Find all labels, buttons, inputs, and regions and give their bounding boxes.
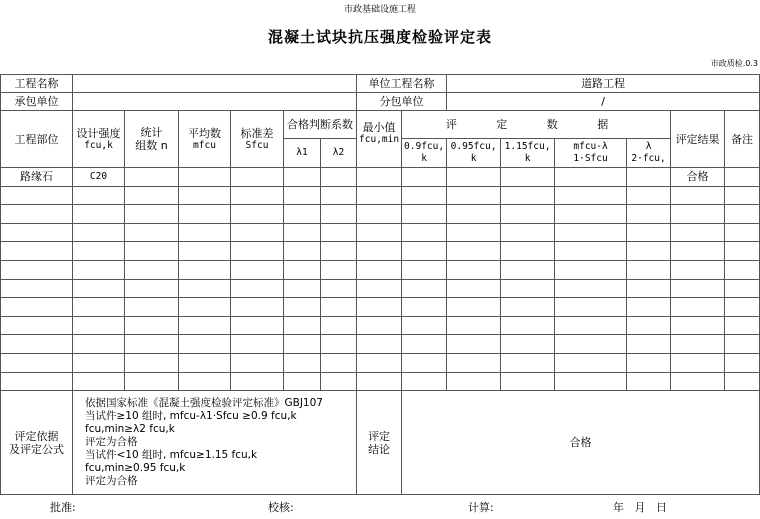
empty-cell[interactable] [555, 205, 627, 224]
empty-cell[interactable] [73, 260, 125, 279]
empty-cell[interactable] [501, 316, 555, 335]
empty-cell[interactable] [231, 186, 284, 205]
empty-cell[interactable] [671, 316, 725, 335]
empty-cell[interactable] [357, 335, 402, 354]
empty-cell[interactable] [125, 205, 179, 224]
empty-cell[interactable] [555, 316, 627, 335]
empty-cell[interactable] [725, 186, 760, 205]
empty-cell[interactable] [725, 353, 760, 372]
empty-cell[interactable] [284, 316, 321, 335]
empty-cell[interactable] [627, 242, 671, 261]
cell-std[interactable] [231, 168, 284, 187]
empty-cell[interactable] [231, 335, 284, 354]
empty-cell[interactable] [725, 260, 760, 279]
header-row-1 [1, 111, 760, 139]
empty-cell[interactable] [284, 353, 321, 372]
empty-cell[interactable] [321, 372, 357, 391]
empty-cell[interactable] [357, 298, 402, 317]
empty-cell[interactable] [73, 353, 125, 372]
empty-cell[interactable] [125, 316, 179, 335]
unit-project-value[interactable]: 道路工程 [447, 75, 760, 93]
empty-cell[interactable] [447, 335, 501, 354]
empty-cell[interactable] [402, 372, 447, 391]
project-name-row [1, 75, 760, 93]
empty-cell[interactable] [125, 279, 179, 298]
empty-cell[interactable] [284, 223, 321, 242]
empty-cell[interactable] [231, 316, 284, 335]
empty-cell[interactable] [501, 260, 555, 279]
contractor-label: 承包单位 [1, 93, 73, 111]
empty-cell[interactable] [555, 353, 627, 372]
empty-cell[interactable] [73, 279, 125, 298]
empty-cell[interactable] [284, 186, 321, 205]
table-row [1, 205, 760, 224]
empty-cell[interactable] [125, 260, 179, 279]
empty-cell[interactable] [725, 242, 760, 261]
col-eval-4: mfcu-λ 1·Sfcu [555, 139, 627, 168]
empty-cell[interactable] [555, 260, 627, 279]
page-title: 混凝土试块抗压强度检验评定表 [267, 28, 492, 46]
table-row [1, 279, 760, 298]
empty-cell[interactable] [125, 298, 179, 317]
empty-cell[interactable] [501, 335, 555, 354]
conclusion-label: 评定 结论 [357, 391, 402, 495]
empty-cell[interactable] [447, 186, 501, 205]
empty-cell[interactable] [627, 260, 671, 279]
table-row [1, 353, 760, 372]
empty-cell[interactable] [284, 298, 321, 317]
empty-cell[interactable] [73, 298, 125, 317]
table-row [1, 372, 760, 391]
empty-cell[interactable] [73, 242, 125, 261]
empty-cell[interactable] [179, 298, 231, 317]
empty-cell[interactable] [501, 372, 555, 391]
table-row [1, 298, 760, 317]
empty-cell[interactable] [627, 205, 671, 224]
empty-cell[interactable] [357, 186, 402, 205]
empty-cell[interactable] [1, 353, 73, 372]
empty-cell[interactable] [402, 260, 447, 279]
empty-cell[interactable] [501, 298, 555, 317]
empty-cell[interactable] [321, 279, 357, 298]
table-row [1, 223, 760, 242]
contractor-row [1, 93, 760, 111]
table-row [1, 335, 760, 354]
empty-cell[interactable] [1, 242, 73, 261]
empty-cell[interactable] [1, 186, 73, 205]
empty-cell[interactable] [284, 372, 321, 391]
empty-cell[interactable] [357, 316, 402, 335]
footer-row [1, 391, 760, 495]
project-name-value[interactable] [73, 75, 357, 93]
empty-cell[interactable] [1, 279, 73, 298]
empty-cell[interactable] [125, 242, 179, 261]
cell-eval-2[interactable] [447, 168, 501, 187]
empty-cell[interactable] [447, 205, 501, 224]
empty-cell[interactable] [179, 205, 231, 224]
cell-eval-5[interactable] [627, 168, 671, 187]
empty-cell[interactable] [671, 205, 725, 224]
empty-cell[interactable] [231, 353, 284, 372]
cell-design-strength[interactable]: C20 [73, 168, 125, 187]
cell-result[interactable]: 合格 [671, 168, 725, 187]
empty-cell[interactable] [627, 279, 671, 298]
empty-cell[interactable] [357, 372, 402, 391]
cell-eval-4[interactable] [555, 168, 627, 187]
empty-cell[interactable] [231, 260, 284, 279]
cell-part[interactable]: 路缘石 [1, 168, 73, 187]
empty-cell[interactable] [321, 353, 357, 372]
approve-signature: 批准: [50, 501, 76, 514]
empty-cell[interactable] [321, 335, 357, 354]
empty-cell[interactable] [321, 260, 357, 279]
cell-lambda2[interactable] [321, 168, 357, 187]
empty-cell[interactable] [1, 260, 73, 279]
empty-cell[interactable] [725, 335, 760, 354]
col-min: 最小值 fcu,min [357, 111, 402, 168]
empty-cell[interactable] [357, 260, 402, 279]
empty-cell[interactable] [125, 335, 179, 354]
empty-cell[interactable] [627, 353, 671, 372]
empty-cell[interactable] [627, 372, 671, 391]
empty-cell[interactable] [671, 335, 725, 354]
empty-cell[interactable] [73, 335, 125, 354]
empty-cell[interactable] [231, 223, 284, 242]
empty-cell[interactable] [179, 316, 231, 335]
cell-eval-3[interactable] [501, 168, 555, 187]
empty-cell[interactable] [125, 186, 179, 205]
empty-cell[interactable] [447, 279, 501, 298]
empty-cell[interactable] [671, 223, 725, 242]
cell-remark[interactable] [725, 168, 760, 187]
empty-cell[interactable] [447, 316, 501, 335]
empty-cell[interactable] [555, 279, 627, 298]
empty-cell[interactable] [671, 372, 725, 391]
empty-cell[interactable] [1, 335, 73, 354]
empty-cell[interactable] [555, 372, 627, 391]
empty-cell[interactable] [447, 242, 501, 261]
empty-cell[interactable] [179, 242, 231, 261]
basis-formula: 依据国家标准《混凝土强度检验评定标准》GBJ107 当试件≥10 组时, mfcu-λ1·Sfcu ≥0.9 fcu,k fcu,min≥λ2 fcu,k 评定为合格 当试件<10 组时, mfcu≥1.15 fcu,k fcu,min≥0.95 fcu,k 评定为合格 [73, 391, 357, 495]
empty-cell[interactable] [321, 316, 357, 335]
table-row [1, 260, 760, 279]
col-eval-5: λ 2·fcu, [627, 139, 671, 168]
table-row [1, 316, 760, 335]
empty-cell[interactable] [501, 279, 555, 298]
empty-cell[interactable] [671, 242, 725, 261]
empty-cell[interactable] [671, 279, 725, 298]
empty-cell[interactable] [73, 223, 125, 242]
col-part: 工程部位 [1, 111, 73, 168]
empty-cell[interactable] [1, 298, 73, 317]
empty-cell[interactable] [73, 205, 125, 224]
empty-cell[interactable] [555, 298, 627, 317]
cell-group-count[interactable] [125, 168, 179, 187]
empty-cell[interactable] [555, 186, 627, 205]
empty-cell[interactable] [555, 242, 627, 261]
empty-cell[interactable] [284, 260, 321, 279]
date-field: 年 月 日 [613, 501, 667, 514]
empty-cell[interactable] [501, 242, 555, 261]
empty-cell[interactable] [284, 242, 321, 261]
empty-cell[interactable] [447, 223, 501, 242]
col-eval-2: 0.95fcu, k [447, 139, 501, 168]
empty-cell[interactable] [725, 223, 760, 242]
empty-cell[interactable] [402, 316, 447, 335]
empty-cell[interactable] [1, 372, 73, 391]
empty-cell[interactable] [284, 205, 321, 224]
empty-cell[interactable] [125, 223, 179, 242]
cell-mean[interactable] [179, 168, 231, 187]
empty-cell[interactable] [357, 242, 402, 261]
col-result: 评定结果 [671, 111, 725, 168]
empty-cell[interactable] [179, 279, 231, 298]
empty-cell[interactable] [321, 186, 357, 205]
empty-cell[interactable] [179, 372, 231, 391]
empty-cell[interactable] [73, 372, 125, 391]
empty-cell[interactable] [402, 205, 447, 224]
empty-cell[interactable] [671, 260, 725, 279]
cell-min[interactable] [357, 168, 402, 187]
empty-cell[interactable] [671, 298, 725, 317]
empty-cell[interactable] [555, 335, 627, 354]
empty-cell[interactable] [357, 353, 402, 372]
empty-cell[interactable] [179, 223, 231, 242]
subcontractor-label: 分包单位 [357, 93, 447, 111]
empty-cell[interactable] [627, 223, 671, 242]
empty-cell[interactable] [627, 335, 671, 354]
empty-cell[interactable] [321, 298, 357, 317]
empty-cell[interactable] [627, 316, 671, 335]
empty-cell[interactable] [179, 186, 231, 205]
col-coef: 合格判断系数 [284, 111, 357, 139]
empty-cell[interactable] [671, 353, 725, 372]
empty-cell[interactable] [73, 186, 125, 205]
col-lambda1: λ1 [284, 139, 321, 168]
empty-cell[interactable] [1, 223, 73, 242]
empty-cell[interactable] [402, 298, 447, 317]
empty-cell[interactable] [179, 353, 231, 372]
empty-cell[interactable] [725, 372, 760, 391]
empty-cell[interactable] [402, 335, 447, 354]
empty-cell[interactable] [725, 279, 760, 298]
empty-cell[interactable] [357, 279, 402, 298]
contractor-value[interactable] [73, 93, 357, 111]
unit-project-label: 单位工程名称 [357, 75, 447, 93]
empty-rows [1, 186, 760, 391]
empty-cell[interactable] [725, 316, 760, 335]
empty-cell[interactable] [501, 186, 555, 205]
empty-cell[interactable] [179, 335, 231, 354]
empty-cell[interactable] [447, 372, 501, 391]
empty-cell[interactable] [284, 279, 321, 298]
col-eval-data: 评 定 数 据 [402, 111, 671, 139]
form-code: 市政质检.0.3 [710, 59, 758, 68]
empty-cell[interactable] [321, 242, 357, 261]
empty-cell[interactable] [1, 316, 73, 335]
empty-cell[interactable] [447, 260, 501, 279]
empty-cell[interactable] [321, 223, 357, 242]
calculate-signature: 计算: [468, 501, 494, 514]
empty-cell[interactable] [725, 205, 760, 224]
col-eval-3: 1.15fcu, k [501, 139, 555, 168]
col-std: 标准差 Sfcu [231, 111, 284, 168]
col-lambda2: λ2 [321, 139, 357, 168]
organization-label: 市政基础设施工程 [343, 5, 416, 15]
empty-cell[interactable] [125, 353, 179, 372]
empty-cell[interactable] [321, 205, 357, 224]
table-row [1, 168, 760, 187]
empty-cell[interactable] [231, 372, 284, 391]
empty-cell[interactable] [447, 298, 501, 317]
empty-cell[interactable] [725, 298, 760, 317]
empty-cell[interactable] [555, 223, 627, 242]
empty-cell[interactable] [671, 186, 725, 205]
col-group-count: 统计 组数 n [125, 111, 179, 168]
empty-cell[interactable] [501, 353, 555, 372]
empty-cell[interactable] [402, 279, 447, 298]
col-mean: 平均数 mfcu [179, 111, 231, 168]
empty-cell[interactable] [125, 372, 179, 391]
basis-label: 评定依据 及评定公式 [1, 391, 73, 495]
project-name-label: 工程名称 [1, 75, 73, 93]
col-eval-1: 0.9fcu, k [402, 139, 447, 168]
evaluation-table [0, 74, 760, 495]
empty-cell[interactable] [402, 353, 447, 372]
empty-cell[interactable] [357, 223, 402, 242]
table-row [1, 186, 760, 205]
table-row [1, 242, 760, 261]
empty-cell[interactable] [501, 205, 555, 224]
empty-cell[interactable] [501, 223, 555, 242]
empty-cell[interactable] [231, 298, 284, 317]
empty-cell[interactable] [447, 353, 501, 372]
empty-cell[interactable] [627, 186, 671, 205]
empty-cell[interactable] [357, 205, 402, 224]
empty-cell[interactable] [73, 316, 125, 335]
empty-cell[interactable] [402, 242, 447, 261]
cell-lambda1[interactable] [284, 168, 321, 187]
empty-cell[interactable] [402, 223, 447, 242]
empty-cell[interactable] [179, 260, 231, 279]
empty-cell[interactable] [231, 205, 284, 224]
conclusion-value[interactable]: 合格 [402, 391, 760, 495]
cell-eval-1[interactable] [402, 168, 447, 187]
empty-cell[interactable] [1, 205, 73, 224]
review-signature: 校核: [268, 501, 294, 514]
empty-cell[interactable] [627, 298, 671, 317]
empty-cell[interactable] [231, 242, 284, 261]
empty-cell[interactable] [284, 335, 321, 354]
col-design-strength: 设计强度 fcu,k [73, 111, 125, 168]
subcontractor-value[interactable]: / [447, 93, 760, 111]
empty-cell[interactable] [402, 186, 447, 205]
col-remark: 备注 [725, 111, 760, 168]
empty-cell[interactable] [231, 279, 284, 298]
